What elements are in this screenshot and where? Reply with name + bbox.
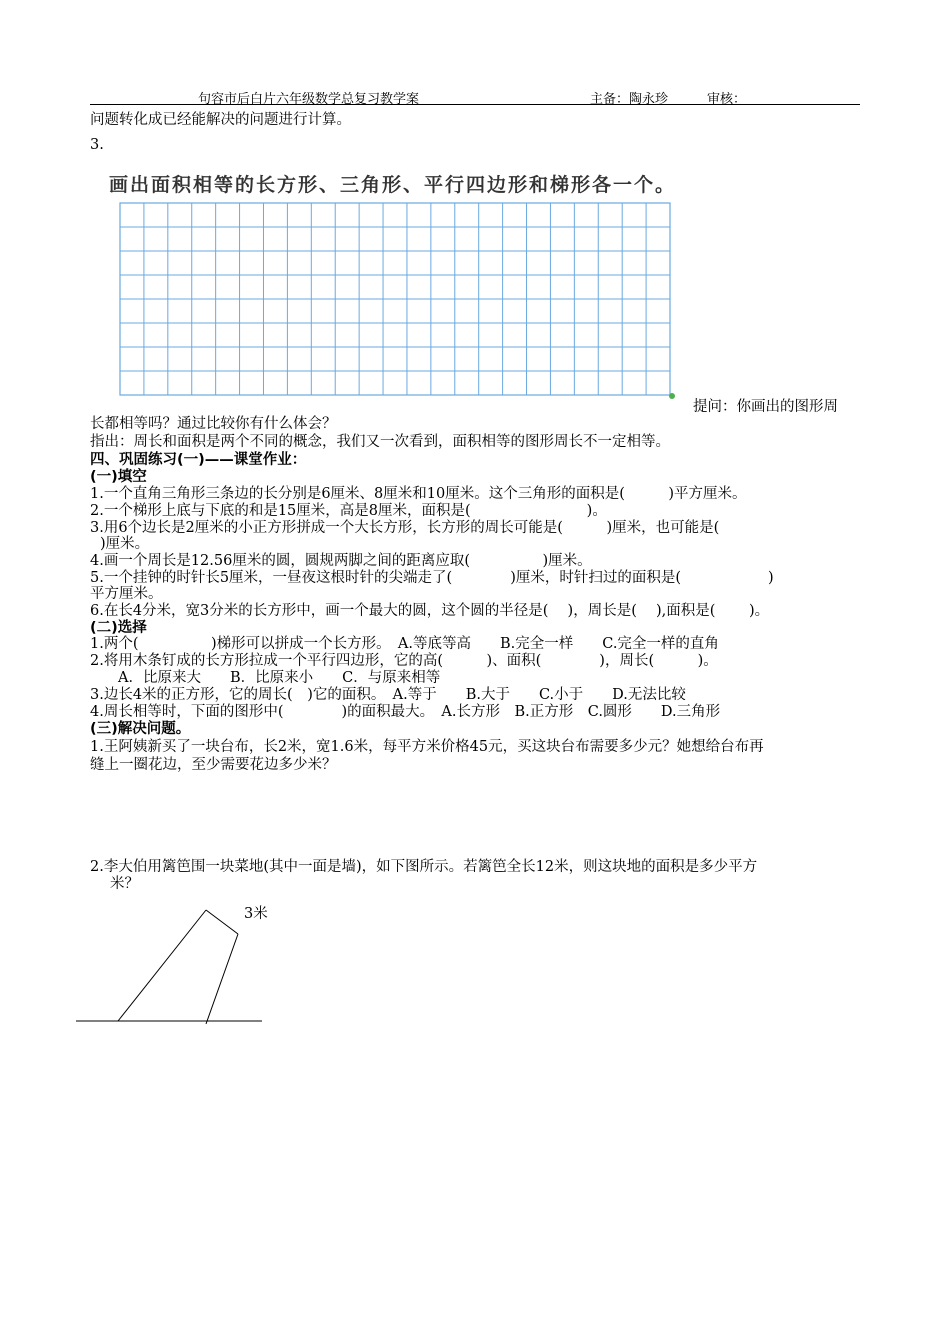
- section4-title: 四、巩固练习(一)——课堂作业：: [90, 452, 307, 468]
- problem-1-line2: 缝上一圈花边，至少需要花边多少米？: [90, 757, 337, 773]
- q3-point: 指出：周长和面积是两个不同的概念，我们又一次看到，面积相等的图形周长不一定相等。: [90, 434, 670, 450]
- solve-heading: (三)解决问题。: [90, 721, 191, 737]
- q3-question-part1: 提问：你画出的图形周: [693, 399, 838, 415]
- problem-2-line1: 2.李大伯用篱笆围一块菜地(其中一面是墙)，如下图所示。若篱笆全长12米，则这块地的面积是多少平方: [90, 859, 758, 875]
- choice-item-2: 2.将用木条钉成的长方形拉成一个平行四边形，它的高( )、面积( )，周长( )。: [90, 653, 718, 669]
- header-title: 句容市后白片六年级数学总复习教学案: [198, 92, 420, 107]
- choice-heading: (二)选择: [90, 620, 147, 636]
- fill-item-3: 3.用6个边长是2厘米的小正方形拼成一个大长方形，长方形的周长可能是( )厘米，也可能是(: [90, 520, 720, 536]
- header-author: 主备：陶永珍: [590, 92, 669, 107]
- fill-heading: (一)填空: [90, 469, 147, 485]
- choice-item-1: 1.两个( )梯形可以拼成一个长方形。 A.等底等高 B.完全一样 C.完全一样的直角: [90, 636, 719, 652]
- header-rule: [90, 104, 860, 105]
- problem-1-line1: 1.王阿姨新买了一块台布，长2米，宽1.6米，每平方米价格45元，买这块台布需要多少元？她想给台布再: [90, 739, 764, 755]
- intro-line: 问题转化成已经能解决的问题进行计算。: [90, 112, 351, 128]
- fill-item-5: 5.一个挂钟的时针长5厘米，一昼夜这根时针的尖端走了( )厘米，时针扫过的面积是( ): [90, 570, 774, 586]
- grid-corner-dot: [668, 392, 676, 400]
- choice-item-3: 3.边长4米的正方形，它的周长( )它的面积。 A.等于 B.大于 C.小于 D.无法比较: [90, 687, 686, 703]
- fill-item-5-cont: 平方厘米。: [90, 586, 163, 602]
- fill-item-6: 6.在长4分米，宽3分米的长方形中，画一个最大的圆，这个圆的半径是( )，周长是( ),面积是( )。: [90, 603, 770, 619]
- fill-item-4: 4.画一个周长是12.56厘米的圆，圆规两脚之间的距离应取( )厘米。: [90, 553, 592, 569]
- problem-2-line2: 米？: [110, 876, 139, 892]
- fill-item-3-cont: )厘米。: [100, 536, 150, 552]
- header-reviewer: 审核：: [707, 92, 747, 107]
- figure-label-3m: 3米: [244, 906, 268, 922]
- fence-figure: [70, 900, 270, 1030]
- q3-instruction: 画出面积相等的长方形、三角形、平行四边形和梯形各一个。: [109, 174, 677, 196]
- fill-item-2: 2.一个梯形上底与下底的和是15厘米，高是8厘米，面积是( )。: [90, 503, 607, 519]
- drawing-grid: [120, 203, 670, 395]
- q3-number: 3.: [90, 137, 104, 153]
- q3-question-part2: 长都相等吗？通过比较你有什么体会？: [90, 416, 337, 432]
- choice-item-2-options: A．比原来大 B．比原来小 C．与原来相等: [118, 670, 441, 686]
- fill-item-1: 1.一个直角三角形三条边的长分别是6厘米、8厘米和10厘米。这个三角形的面积是( )平方厘米。: [90, 486, 747, 502]
- choice-item-4: 4.周长相等时，下面的图形中( )的面积最大。 A.长方形 B.正方形 C.圆形 D.三角形: [90, 704, 721, 720]
